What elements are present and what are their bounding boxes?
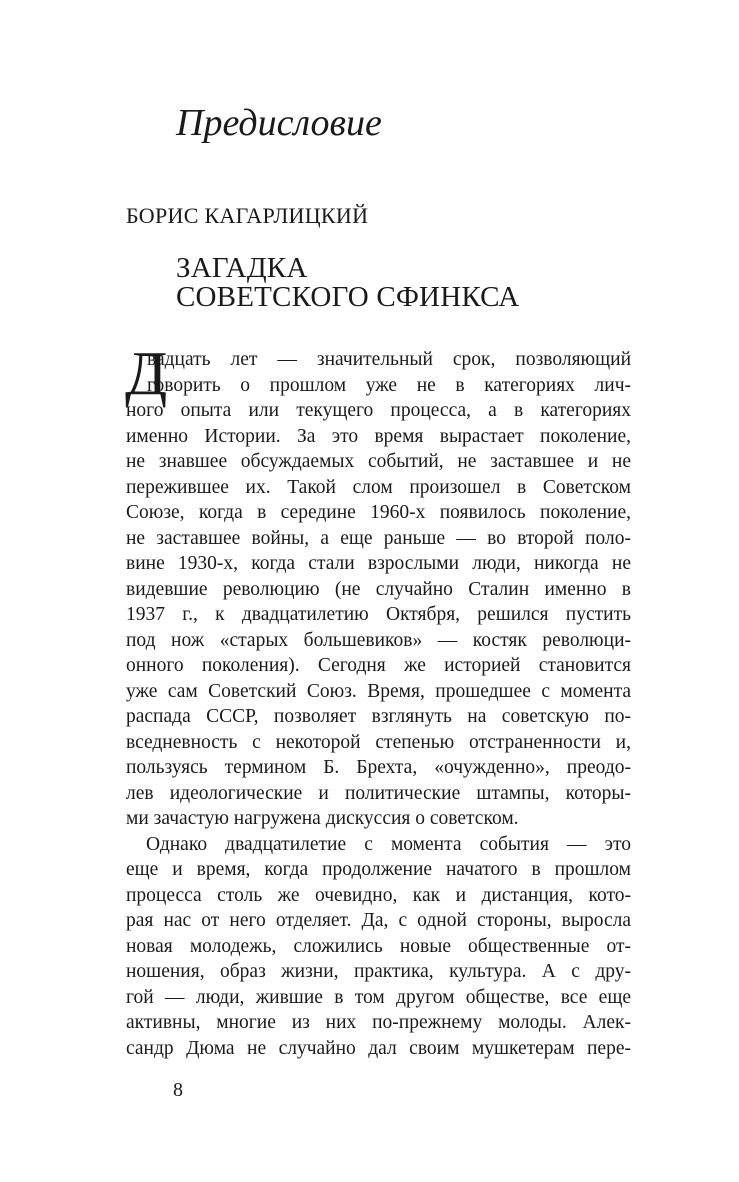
page-number: 8 bbox=[173, 1079, 183, 1101]
text-line: Союзе, когда в середине 1960-х появилось поколение, bbox=[126, 502, 631, 523]
paragraph-2 bbox=[126, 832, 631, 1062]
text-line: ми зачастую нагружена дискуссия о советском. bbox=[126, 808, 519, 829]
text-line: именно Истории. За это время вырастает поколение, bbox=[126, 425, 631, 447]
text-line: лев идеологические и политические штампы, которы- bbox=[126, 782, 631, 804]
text-line: Однако двадцатилетие с момента события — это bbox=[146, 833, 631, 855]
text-line: 1937 г., к двадцатилетию Октября, решился пустить bbox=[126, 604, 631, 625]
text-line: говорить о прошлом уже не в категориях лич- bbox=[147, 374, 631, 396]
text-line: активны, многие из них по-прежнему молоды. Алек- bbox=[126, 1012, 631, 1033]
text-line: еще и время, когда продолжение начатого в прошлом bbox=[126, 859, 631, 880]
paragraph-1 bbox=[125, 340, 631, 832]
article-title-line-2: СОВЕТСКОГО СФИНКСА bbox=[176, 281, 520, 313]
text-line: сандр Дюма не случайно дал своим мушкетерам пере- bbox=[126, 1037, 631, 1059]
text-line: вседневность с некоторой степенью отстраненности и, bbox=[126, 731, 631, 753]
article-title-line-1: ЗАГАДКА bbox=[176, 252, 308, 284]
author-name: БОРИС КАГАРЛИЦКИЙ bbox=[126, 203, 369, 228]
text-line: под нож «старых большевиков» — костяк революци- bbox=[126, 629, 631, 651]
text-line: не знавшее обсуждаемых событий, не заставшее и не bbox=[126, 451, 631, 472]
text-line: вине 1930-х, когда стали взрослыми люди, никогда не bbox=[126, 553, 631, 574]
article-title bbox=[176, 254, 519, 312]
text-line: уже сам Советский Союз. Время, прошедшее с момента bbox=[126, 680, 631, 702]
section-title: Предисловие bbox=[176, 102, 382, 144]
text-line: ношения, образ жизни, практика, культура. А с дру- bbox=[126, 961, 631, 982]
text-line: распада СССР, позволяет взглянуть на советскую по- bbox=[126, 706, 631, 727]
text-line: процесса столь же очевидно, как и дистанция, кото- bbox=[126, 884, 631, 906]
text-line: пользуясь термином Б. Брехта, «очужденно», преодо- bbox=[126, 757, 631, 778]
text-line: рая нас от него отделяет. Да, с одной стороны, выросла bbox=[126, 910, 631, 931]
text-line: не заставшее войны, а еще раньше — во второй поло- bbox=[126, 527, 631, 549]
text-line: гой — люди, жившие в том другом обществе, все еще bbox=[126, 986, 631, 1008]
text-line: вадцать лет — значительный срок, позволяющий bbox=[147, 349, 631, 370]
text-line: видевшие революцию (не случайно Сталин именно в bbox=[126, 578, 631, 600]
body-text bbox=[125, 340, 631, 1061]
text-line: ного опыта или текущего процесса, а в категориях bbox=[126, 400, 631, 421]
text-line: пережившее их. Такой слом произошел в Советском bbox=[126, 476, 631, 498]
text-line: новая молодежь, сложились новые общественные от- bbox=[126, 935, 631, 957]
text-line: онного поколения). Сегодня же историей становится bbox=[126, 655, 631, 676]
drop-cap: Д bbox=[125, 340, 168, 408]
